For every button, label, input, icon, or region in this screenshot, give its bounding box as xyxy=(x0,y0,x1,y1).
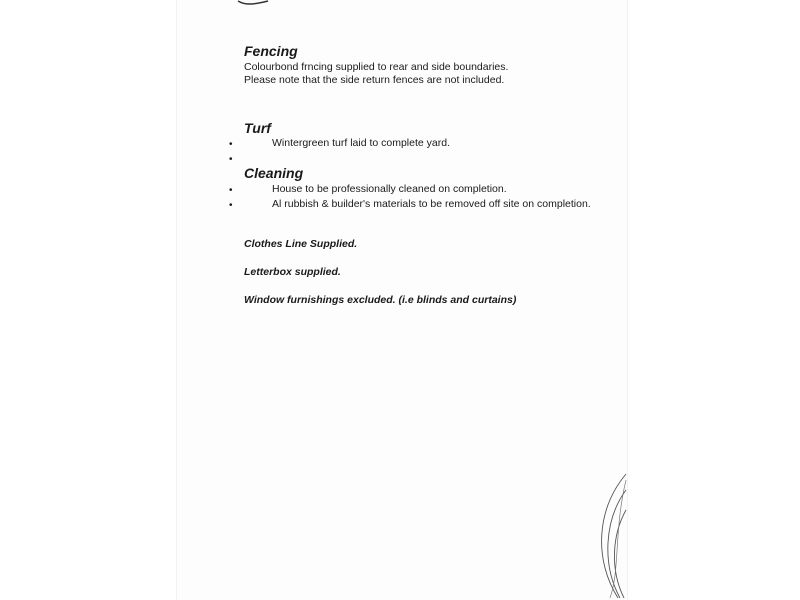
note-letterbox: Letterbox supplied. xyxy=(244,266,341,278)
cleaning-heading: Cleaning xyxy=(244,165,304,181)
cleaning-bullet-1: • xyxy=(229,185,233,196)
cleaning-item-2: Al rubbish & builder's materials to be removed off site on completion. xyxy=(272,198,591,210)
turf-item-1: Wintergreen turf laid to complete yard. xyxy=(272,137,450,149)
turf-bullet-1: • xyxy=(229,139,233,150)
scribble-mark xyxy=(236,0,276,10)
note-clothes-line: Clothes Line Supplied. xyxy=(244,238,358,250)
fencing-line-2: Please note that the side return fences are not included. xyxy=(244,74,505,86)
decorative-curves xyxy=(590,470,640,600)
turf-heading: Turf xyxy=(244,120,271,136)
empty-bullet: • xyxy=(229,154,233,165)
cleaning-bullet-2: • xyxy=(229,200,233,211)
fencing-line-1: Colourbond frncing supplied to rear and side boundaries. xyxy=(244,61,509,73)
cleaning-item-1: House to be professionally cleaned on completion. xyxy=(272,183,507,195)
note-window-furnishings: Window furnishings excluded. (i.e blinds and curtains) xyxy=(244,294,517,306)
fencing-heading: Fencing xyxy=(244,43,298,59)
